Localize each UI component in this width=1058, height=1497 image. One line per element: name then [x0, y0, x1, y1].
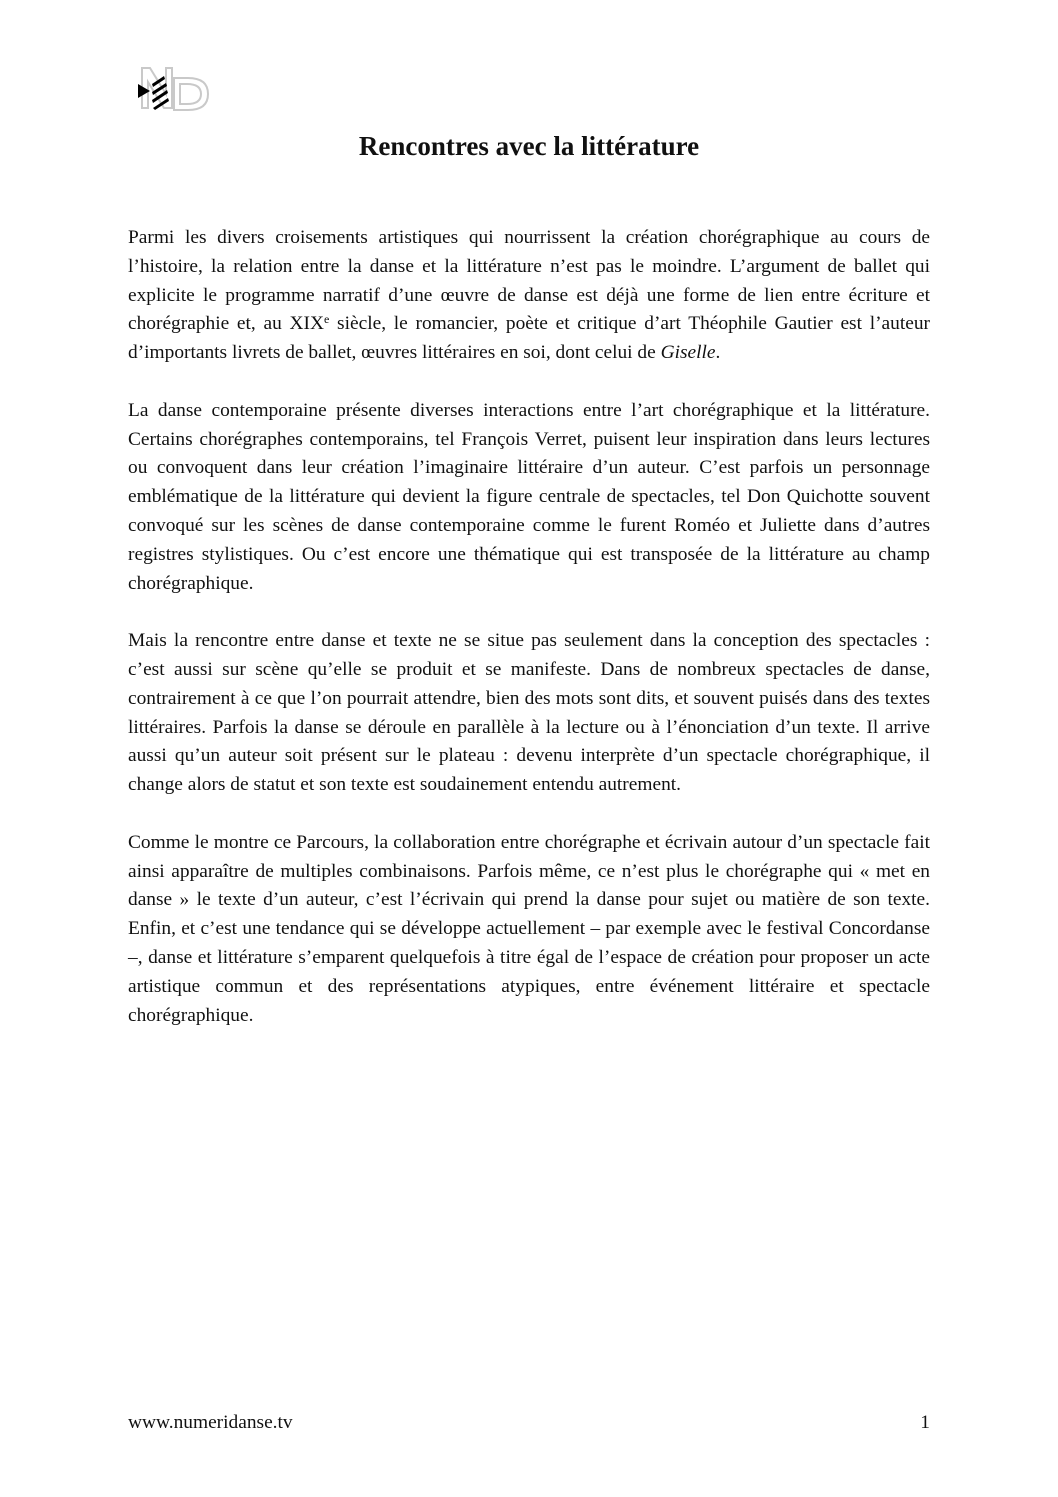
paragraph-3: Mais la rencontre entre danse et texte ne se situe pas seulement dans la conception des spectacles : c’est aussi sur scène qu’elle se produit et se manifeste. Dans de nombreux spectacles de danse, contrairement à ce que l’on pourrait attendre, bien des mots sont dits, et souvent puisés dans des textes littéraires. Parfois la danse se déroule en parallèle à la lecture ou à l’énonciation d’un texte. Il arrive aussi qu’un auteur soit présent sur le plateau : devenu interprète d’un spectacle chorégraphique, il change alors de statut et son texte est soudainement entendu autrement. — [128, 630, 930, 796]
paragraph-1 — [128, 224, 930, 368]
paragraph-1-text-c: . — [715, 342, 721, 364]
paragraph-1-text-a: Parmi les divers croisements artistiques qui nourrissent la création chorégraphique au cours de l’histoire, la relation entre la danse et la littérature n’est pas le moindre. L’argument de ballet qui explicite le programme narratif d’une œuvre de danse est déjà une forme de lien entre écriture et chorégraphie et, au XIX — [128, 227, 930, 335]
document-body — [128, 224, 930, 1059]
paragraph-2: La danse contemporaine présente diverses interactions entre l’art chorégraphique et la littérature. Certains chorégraphes contemporains, tel François Verret, puisent leur inspiration dans leurs lectures ou convoquent dans leur création l’imaginaire littéraire d’un auteur. C’est parfois un personnage emblématique de la littérature qui devient la figure centrale de spectacles, tel Don Quichotte souvent convoqué sur les scènes de danse contemporaine comme le furent Roméo et Juliette dans d’autres registres stylistiques. Ou c’est encore une thématique qui est transposée de la littérature au champ chorégraphique. — [128, 399, 930, 594]
giselle-title: Giselle — [660, 342, 716, 364]
numeridanse-logo — [136, 64, 212, 114]
logo-icon — [136, 64, 212, 114]
paragraph-1-text-b: siècle, le romancier, poète et critique d’art Théophile Gautier est l’auteur d’importants livrets de ballet, œuvres littéraires en soi, dont celui de — [128, 313, 930, 364]
page-number: 1 — [920, 1412, 930, 1433]
footer-url: www.numeridanse.tv — [128, 1412, 293, 1433]
superscript-e: e — [324, 312, 330, 327]
page-title: Rencontres avec la littérature — [358, 131, 700, 161]
paragraph-4: Comme le montre ce Parcours, la collaboration entre chorégraphe et écrivain autour d’un spectacle fait ainsi apparaître de multiples combinaisons. Parfois même, ce n’est plus le chorégraphe qui « met en danse » le texte d’un auteur, c’est l’écrivain qui prend la danse pour sujet ou matière de son texte. Enfin, et c’est une tendance qui se développe actuellement – par exemple avec le festival Concordanse –, danse et littérature s’emparent quelquefois à titre égal de l’espace de création pour proposer un acte artistique commun et des représentations atypiques, entre événement littéraire et spectacle chorégraphique. — [128, 831, 930, 1026]
